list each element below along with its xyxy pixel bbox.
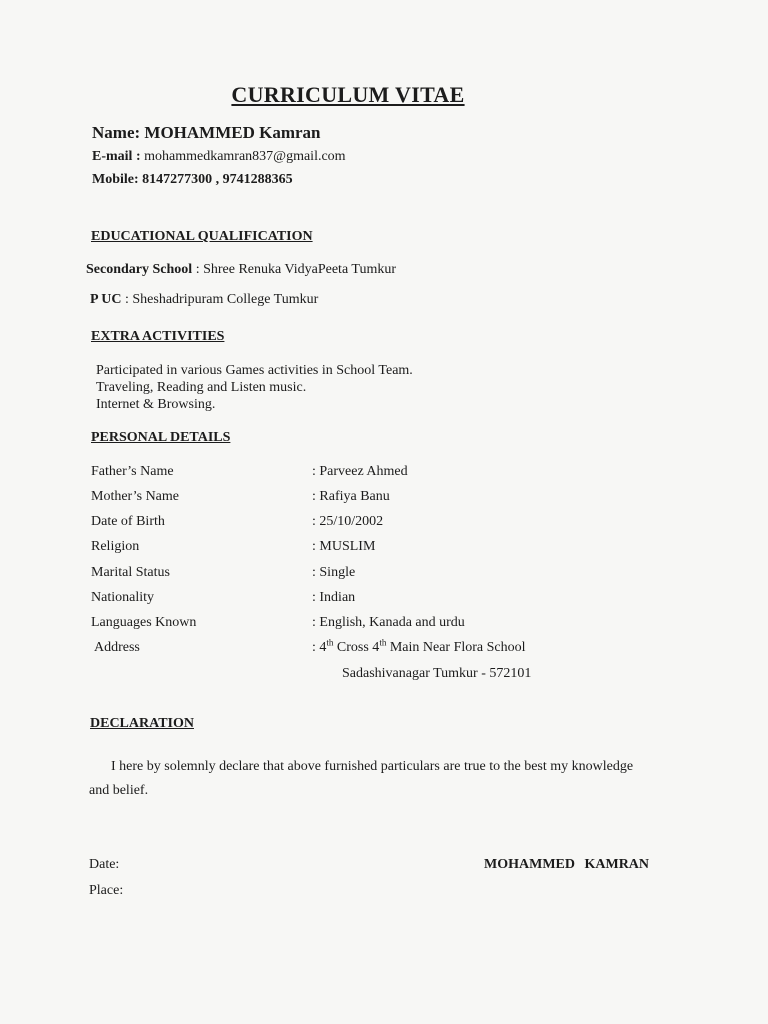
place-label: Place:	[89, 883, 124, 898]
detail-value: : Indian	[312, 590, 356, 605]
detail-value: : 25/10/2002	[312, 514, 384, 529]
address-rest: Main Near Flora School	[386, 640, 526, 655]
detail-label: Marital Status	[91, 565, 170, 580]
address-sup: th	[326, 637, 334, 648]
education-item-label: Secondary School	[86, 262, 193, 277]
address-prefix: : 4	[312, 640, 327, 655]
mobile-line	[92, 172, 293, 188]
detail-value: : MUSLIM	[312, 539, 376, 554]
detail-value: : Rafiya Banu	[312, 489, 390, 504]
extra-activity-line: Internet & Browsing.	[96, 397, 216, 412]
declaration-heading: DECLARATION	[90, 716, 194, 731]
name-line	[92, 123, 321, 143]
education-item-value: : Shree Renuka VidyaPeeta Tumkur	[195, 262, 397, 277]
detail-value: : English, Kanada and urdu	[312, 615, 465, 630]
email-value: mohammedkamran837@gmail.com	[144, 149, 346, 164]
education-item-value: : Sheshadripuram College Tumkur	[125, 292, 319, 307]
name-value: MOHAMMED Kamran	[144, 123, 321, 142]
education-item	[86, 262, 396, 278]
name-label: Name:	[92, 123, 141, 142]
detail-label: Father’s Name	[91, 464, 174, 479]
mobile-value: 8147277300 , 9741288365	[142, 172, 293, 187]
detail-value: : Parveez Ahmed	[312, 464, 408, 479]
address-sup: th	[379, 637, 387, 648]
address-mid: Cross 4	[333, 640, 380, 655]
extra-activities-heading: EXTRA ACTIVITIES	[91, 329, 225, 344]
extra-activity-line: Traveling, Reading and Listen music.	[96, 380, 307, 395]
detail-label: Mother’s Name	[91, 489, 179, 504]
signature-name: MOHAMMED KAMRAN	[484, 857, 650, 872]
personal-details-heading: PERSONAL DETAILS	[91, 430, 231, 445]
address-label: Address	[94, 640, 140, 655]
address-line-1	[312, 637, 526, 656]
date-label: Date:	[89, 857, 120, 872]
extra-activity-line: Participated in various Games activities in School Team.	[96, 363, 413, 378]
document-title: CURRICULUM VITAE	[231, 82, 465, 107]
detail-value: : Single	[312, 565, 356, 580]
detail-label: Languages Known	[91, 615, 197, 630]
education-item	[90, 292, 318, 308]
mobile-label: Mobile:	[92, 172, 139, 187]
detail-label: Religion	[91, 539, 140, 554]
email-line	[92, 149, 346, 165]
education-heading: EDUCATIONAL QUALIFICATION	[91, 229, 313, 244]
detail-label: Date of Birth	[91, 514, 165, 529]
email-label: E-mail :	[92, 149, 141, 164]
detail-label: Nationality	[91, 590, 154, 605]
address-line-2: Sadashivanagar Tumkur - 572101	[342, 666, 532, 681]
declaration-text: I here by solemnly declare that above furnished particulars are true to the best my knowledge and belief.	[89, 759, 634, 798]
education-item-label: P UC	[90, 292, 122, 307]
